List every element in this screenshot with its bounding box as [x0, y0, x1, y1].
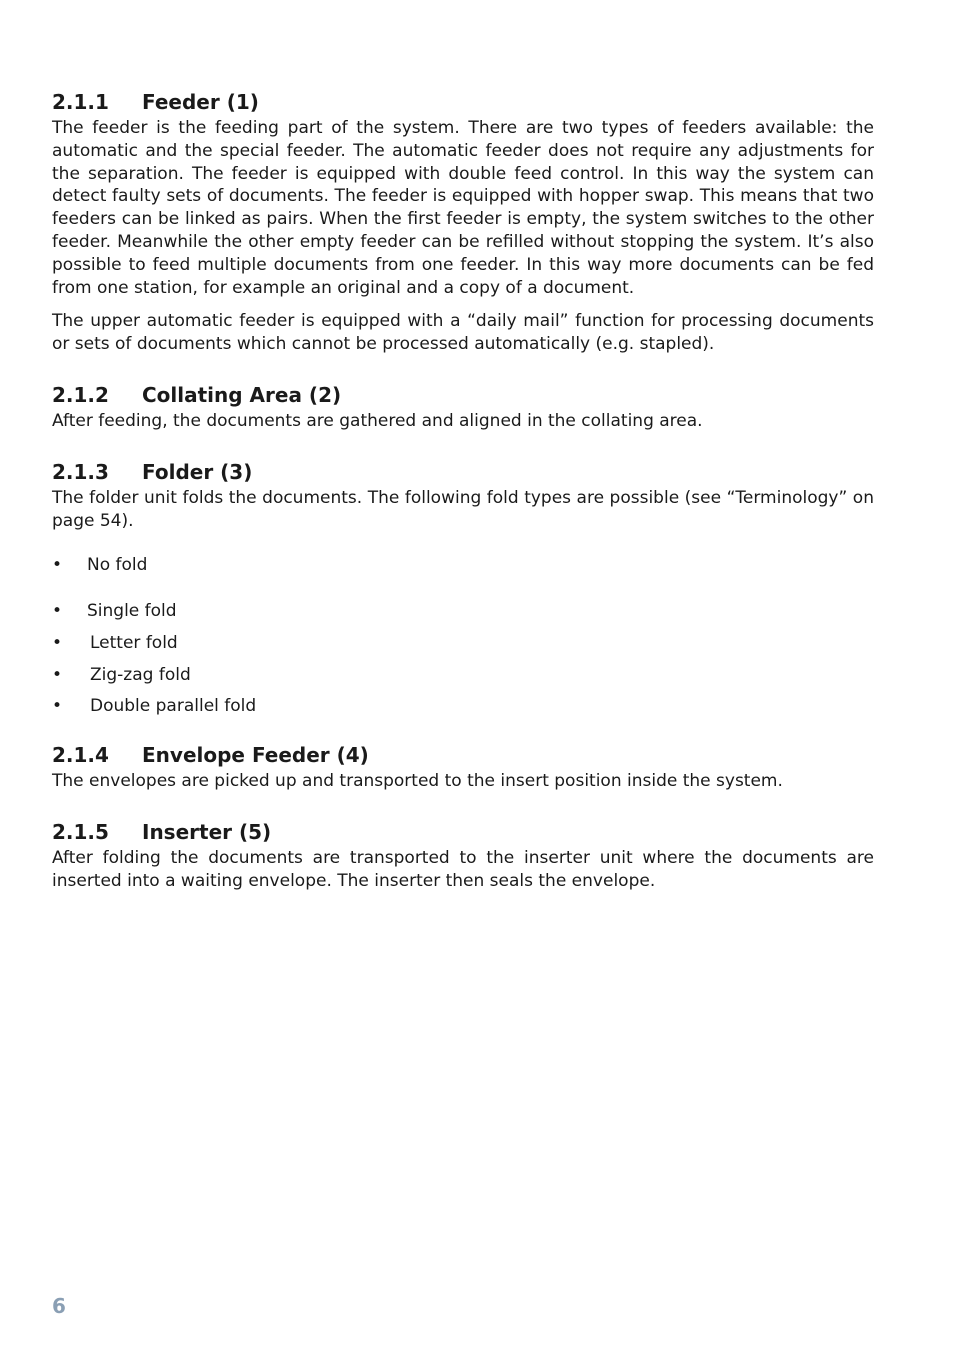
- section-heading: [52, 458, 874, 486]
- list-item-text: Single fold: [87, 601, 177, 622]
- page-number: 6: [52, 1294, 66, 1318]
- list-item-text: Double parallel fold: [90, 696, 257, 717]
- section-heading: [52, 741, 874, 769]
- section-title: Collating Area (2): [142, 382, 342, 407]
- list-item: [52, 695, 874, 717]
- section-title: Inserter (5): [142, 820, 272, 845]
- list-item: [52, 554, 874, 576]
- fold-types-list: [52, 554, 874, 717]
- section-feeder: [52, 88, 874, 356]
- paragraph: The envelopes are picked up and transported to the insert position inside the system.: [52, 771, 783, 792]
- bullet-icon: •: [52, 696, 63, 717]
- section-folder: [52, 458, 874, 718]
- section-title: Folder (3): [142, 459, 253, 484]
- list-item-text: No fold: [87, 555, 148, 576]
- section-heading: [52, 88, 874, 116]
- section-number: 2.1.3: [52, 459, 109, 484]
- list-item-text: Letter fold: [90, 633, 178, 654]
- section-envelope-feeder: [52, 741, 874, 793]
- section-heading: [52, 381, 874, 409]
- paragraph: After folding the documents are transported to the inserter unit where the documents are inserted into a waiting envelope. The inserter then seals the envelope.: [52, 848, 874, 892]
- section-number: 2.1.2: [52, 382, 109, 407]
- list-item: [52, 600, 874, 622]
- document-page: [52, 88, 874, 893]
- section-collating-area: [52, 381, 874, 433]
- list-item: [52, 632, 874, 654]
- section-title: Envelope Feeder (4): [142, 743, 369, 768]
- section-number: 2.1.5: [52, 820, 109, 845]
- section-inserter: [52, 818, 874, 893]
- bullet-icon: •: [52, 664, 63, 685]
- list-item: [52, 664, 874, 686]
- bullet-icon: •: [52, 601, 63, 622]
- paragraph: After feeding, the documents are gathered and aligned in the collating area.: [52, 410, 703, 431]
- section-title: Feeder (1): [142, 90, 259, 114]
- paragraph: The upper automatic feeder is equipped with a “daily mail” function for processing documents or sets of documents which cannot be processed automatically (e.g. stapled).: [52, 311, 874, 355]
- paragraph: The folder unit folds the documents. The following fold types are possible (see “Terminology” on page 54).: [52, 487, 874, 531]
- bullet-icon: •: [52, 555, 63, 576]
- list-item-text: Zig-zag fold: [90, 664, 191, 685]
- bullet-icon: •: [52, 633, 63, 654]
- section-heading: [52, 818, 874, 846]
- paragraph: The feeder is the feeding part of the system. There are two types of feeders available: the automatic and the special feeder. The automatic feeder does not require any adjustments for the separation. The feeder is equipped with double feed control. In this way the system can detect faulty sets of documents. The feeder is equipped with hopper swap. This means that two feeders can be linked as pairs. When the first feeder is empty, the system switches to the other feeder. Meanwhile the other empty feeder can be refilled without stopping the system. It’s also possible to feed multiple documents from one feeder. In this way more documents can be fed from one station, for example an original and a copy of a document.: [52, 118, 874, 298]
- section-number: 2.1.4: [52, 743, 109, 768]
- section-number: 2.1.1: [52, 90, 109, 114]
